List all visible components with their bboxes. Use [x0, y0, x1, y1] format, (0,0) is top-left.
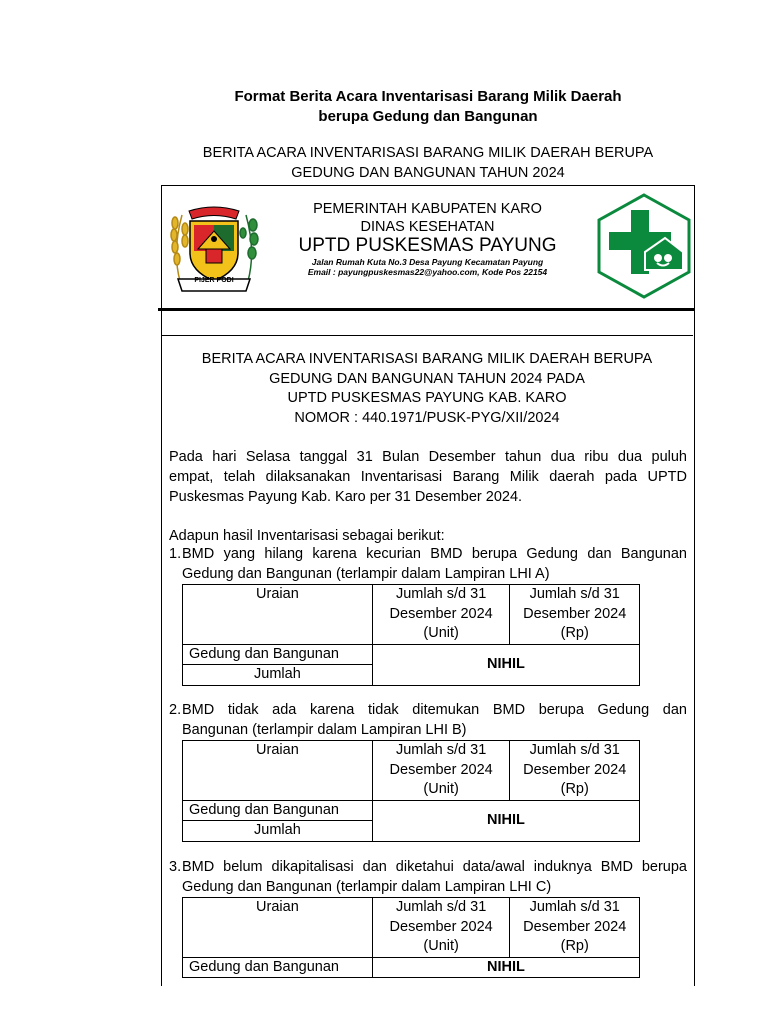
list-item-number: 3. [169, 859, 182, 875]
header-rp-l2: Desember 2024 [523, 918, 627, 935]
nihil-cell: NIHIL [372, 957, 639, 978]
list-item-2 [169, 701, 687, 740]
list-item-line1: BMD tidak ada karena tidak ditemukan BMD berupa Gedung dan [182, 702, 687, 718]
header-jumlah-rp [510, 585, 640, 645]
ba-title-line1: BERITA ACARA INVENTARISASI BARANG MILIK DAERAH BERUPA [201, 351, 653, 367]
header-jumlah-unit [372, 898, 510, 958]
header-rp-l1: Jumlah s/d 31 [529, 586, 620, 602]
list-item-number: 2. [169, 702, 182, 718]
letterhead-address: Jalan Rumah Kuta No.3 Desa Payung Kecamatan Payung [311, 257, 544, 267]
intro-text: Adapun hasil Inventarisasi sebagai berikut: [169, 528, 445, 544]
list-item-line2: Gedung dan Bangunan (terlampir dalam Lampiran LHI C) [182, 878, 552, 895]
emblem-motto: PIJER PODI [194, 277, 234, 284]
row-jumlah: Jumlah [254, 822, 301, 838]
opening-line1: Pada hari Selasa tanggal 31 Bulan Desember tahun dua ribu dua puluh [169, 449, 687, 465]
header-unit-l2: Desember 2024 [389, 605, 493, 622]
header-unit-l3: (Unit) [423, 625, 459, 641]
list-item-line1: BMD belum dikapitalisasi dan diketahui data/awal induknya BMD berupa [182, 859, 687, 875]
header-rp-l1: Jumlah s/d 31 [529, 742, 620, 758]
doc-heading-line1: BERITA ACARA INVENTARISASI BARANG MILIK DAERAH BERUPA [202, 145, 654, 161]
header-jumlah-rp [510, 741, 640, 801]
header-unit-l1: Jumlah s/d 31 [395, 899, 487, 915]
header-uraian: Uraian [183, 741, 373, 801]
karo-regency-emblem [164, 201, 264, 295]
header-uraian: Uraian [183, 898, 373, 958]
letterhead-email: Email : payungpuskesmas22@yahoo.com, Kode Pos 22154 [307, 267, 548, 277]
format-title-line1: Format Berita Acara Inventarisasi Barang Milik Daerah [234, 88, 622, 105]
header-unit-l1: Jumlah s/d 31 [395, 742, 487, 758]
opening-line2: empat, telah dilaksanakan Inventarisasi Barang Milik daerah pada UPTD [169, 469, 687, 485]
ba-title-line4: NOMOR : 440.1971/PUSK-PYG/XII/2024 [294, 410, 560, 426]
header-unit-l1: Jumlah s/d 31 [395, 586, 487, 602]
header-uraian: Uraian [183, 585, 373, 645]
header-rp-l3: (Rp) [560, 625, 589, 641]
row-gedung: Gedung dan Bangunan [183, 645, 372, 666]
header-rp-l3: (Rp) [560, 938, 589, 954]
list-item-line1: BMD yang hilang karena kecurian BMD berupa Gedung dan Bangunan [182, 546, 687, 562]
format-title-line2: berupa Gedung dan Bangunan [318, 108, 538, 125]
lhi-a-table [182, 584, 640, 686]
letterhead-rule-thick [158, 308, 694, 311]
header-jumlah-unit [372, 741, 510, 801]
row-gedung: Gedung dan Bangunan [183, 801, 372, 822]
ba-title-line3: UPTD PUSKESMAS PAYUNG KAB. KARO [287, 390, 567, 406]
header-unit-l2: Desember 2024 [389, 761, 493, 778]
header-rp-l1: Jumlah s/d 31 [529, 899, 620, 915]
puskesmas-logo [595, 192, 693, 300]
header-unit-l3: (Unit) [423, 938, 459, 954]
letterhead-line1: PEMERINTAH KABUPATEN KARO [313, 201, 542, 217]
list-item-line2: Bangunan (terlampir dalam Lampiran LHI B) [182, 721, 467, 738]
letterhead-rule-thin [161, 335, 693, 336]
header-jumlah-unit [372, 585, 510, 645]
row-labels [183, 800, 373, 841]
lhi-b-table [182, 740, 640, 842]
list-item-number: 1. [169, 546, 182, 562]
header-jumlah-rp [510, 898, 640, 958]
doc-heading-line2: GEDUNG DAN BANGUNAN TAHUN 2024 [291, 165, 565, 181]
opening-line3: Puskesmas Payung Kab. Karo per 31 Desember 2024. [169, 489, 523, 505]
lhi-c-table [182, 897, 640, 978]
ba-title-line2: GEDUNG DAN BANGUNAN TAHUN 2024 PADA [269, 371, 585, 387]
row-labels [183, 644, 373, 685]
list-item-1 [169, 545, 687, 584]
list-item-line2: Gedung dan Bangunan (terlampir dalam Lampiran LHI A) [182, 565, 550, 582]
letterhead-line3: UPTD PUSKESMAS PAYUNG [298, 235, 557, 256]
header-rp-l3: (Rp) [560, 781, 589, 797]
row-jumlah: Jumlah [254, 666, 301, 682]
list-item-3 [169, 858, 687, 897]
row-gedung: Gedung dan Bangunan [183, 957, 373, 978]
nihil-cell: NIHIL [372, 800, 639, 841]
header-unit-l3: (Unit) [423, 781, 459, 797]
letterhead-line2: DINAS KESEHATAN [360, 219, 495, 235]
header-rp-l2: Desember 2024 [523, 605, 627, 622]
nihil-cell: NIHIL [372, 644, 639, 685]
header-rp-l2: Desember 2024 [523, 761, 627, 778]
header-unit-l2: Desember 2024 [389, 918, 493, 935]
